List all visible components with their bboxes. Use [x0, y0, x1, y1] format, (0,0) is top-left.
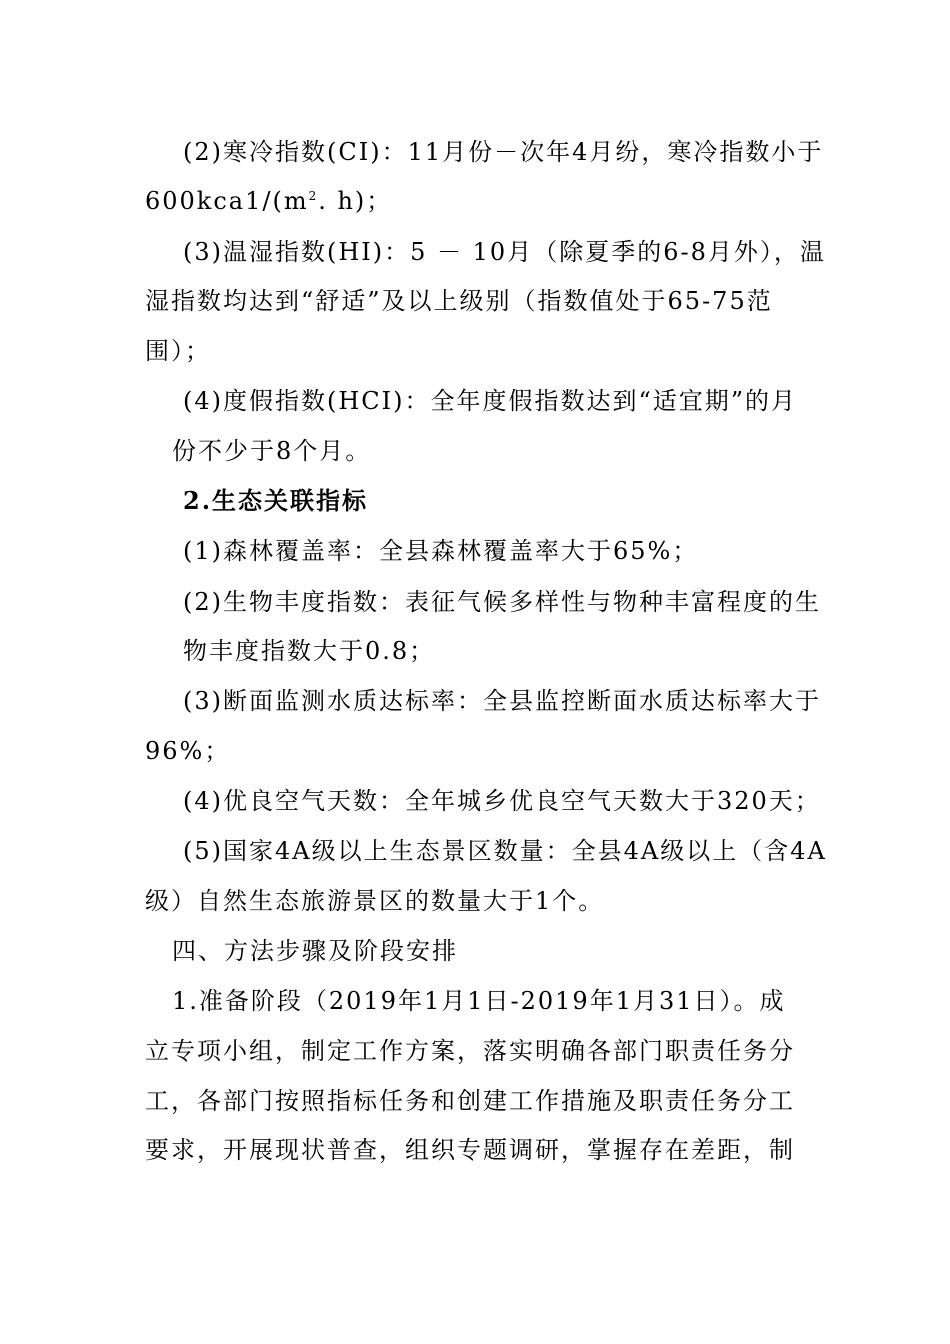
- paragraph-humidity-index-line3: 围）；: [145, 337, 211, 365]
- paragraph-biodiversity-line2: 物丰度指数大于0.8；: [183, 637, 436, 665]
- paragraph-water-quality-line1: (3)断面监测水质达标率：全县监控断面水质达标率大于: [183, 687, 821, 715]
- paragraph-scenic-areas-line1: (5)国家4A级以上生态景区数量：全县4A级以上（含4A: [183, 837, 827, 865]
- paragraph-preparation-line1: 1.准备阶段（2019年1月1日-2019年1月31日）。成: [172, 987, 786, 1015]
- paragraph-water-quality-line2: 96%；: [145, 737, 231, 765]
- paragraph-preparation-line4: 要求，开展现状普查，组织专题调研，掌握存在差距，制: [145, 1136, 795, 1164]
- cold-index-unit-text: 600kca1/(m: [145, 187, 309, 215]
- paragraph-air-quality-days: (4)优良空气天数：全年城乡优良空气天数大于320天；: [183, 787, 821, 815]
- paragraph-forest-coverage: (1)森林覆盖率：全县森林覆盖率大于65%；: [183, 537, 699, 565]
- paragraph-cold-index-line2: [145, 186, 392, 216]
- paragraph-humidity-index-line2: 湿指数均达到“舒适”及以上级别（指数值处于65-75范: [145, 287, 773, 315]
- superscript-2: 2: [308, 189, 319, 203]
- paragraph-holiday-index-line1: (4)度假指数(HCI)：全年度假指数达到“适宜期”的月: [183, 387, 798, 415]
- paragraph-biodiversity-line1: (2)生物丰度指数：表征气候多样性与物种丰富程度的生: [183, 588, 821, 616]
- paragraph-preparation-line3: 工，各部门按照指标任务和创建工作措施及职责任务分工: [145, 1087, 795, 1115]
- paragraph-scenic-areas-line2: 级）自然生态旅游景区的数量大于1个。: [145, 887, 605, 915]
- paragraph-humidity-index-line1: (3)温湿指数(HI)：5 － 10月（除夏季的6-8月外），温: [183, 238, 826, 266]
- paragraph-holiday-index-line2: 份不少于8个月。: [172, 437, 372, 465]
- paragraph-cold-index-line1: (2)寒冷指数(CI)：11月份－次年4月纷，寒冷指数小于: [183, 138, 824, 166]
- cold-index-unit-text-end: . h)；: [318, 187, 393, 215]
- section-heading-ecological-indicators: 2.生态关联指标: [183, 486, 369, 515]
- section-heading-methods-stages: 四、方法步骤及阶段安排: [172, 937, 458, 965]
- paragraph-preparation-line2: 立专项小组，制定工作方案，落实明确各部门职责任务分: [145, 1037, 795, 1065]
